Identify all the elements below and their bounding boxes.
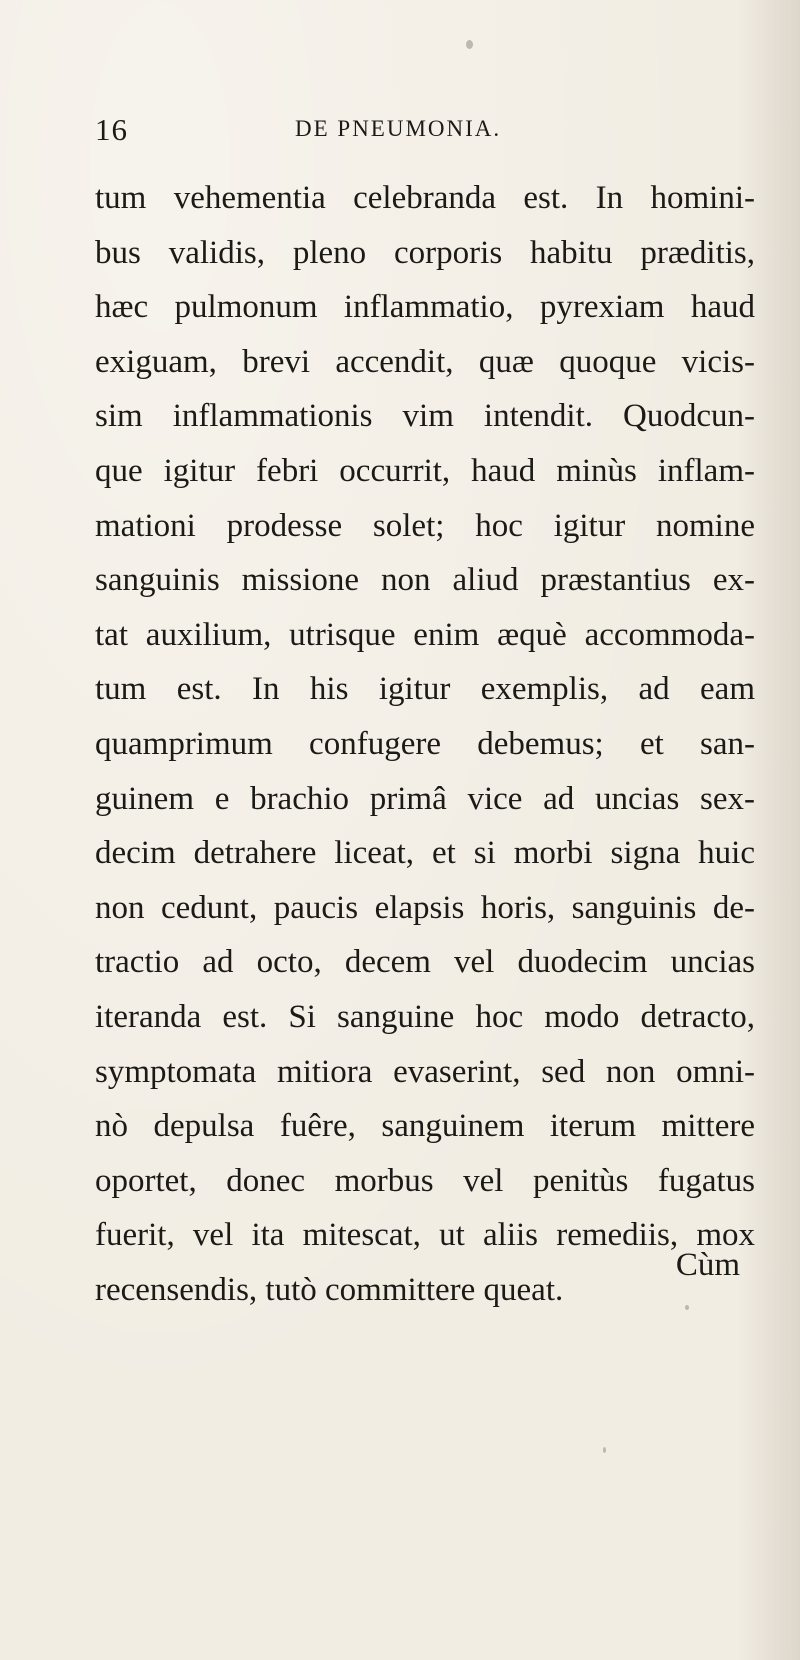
text-line: quamprimum confugere debemus; et san- [95,725,755,762]
text-line: symptomata mitiora evaserint, sed non omni- [95,1053,755,1090]
text-line: que igitur febri occurrit, haud minùs inflam- [95,452,755,489]
text-line: recensendis, tutò committere queat. [95,1271,564,1308]
text-line: exiguam, brevi accendit, quæ quoque vicis- [95,343,755,380]
body-text [95,171,755,1317]
paper-speck [466,40,473,49]
paper-speck [603,1447,606,1453]
text-line: tum vehementia celebranda est. In homini- [95,180,755,216]
page-number: 16 [95,112,128,147]
text-line: bus validis, pleno corporis habitu præditis, [95,234,755,271]
text-line: tractio ad octo, decem vel duodecim uncias [95,944,755,981]
text-line: sim inflammationis vim intendit. Quodcun- [95,398,755,435]
text-line: fuerit, vel ita mitescat, ut aliis remediis, mox [95,1217,755,1254]
text-line: sanguinis missione non aliud præstantius ex- [95,562,755,599]
paper-speck [685,1305,689,1310]
text-line: nò depulsa fuêre, sanguinem iterum mittere [95,1108,755,1145]
text-line: tat auxilium, utrisque enim æquè accommoda- [95,616,755,653]
text-line: decim detrahere liceat, et si morbi signa huic [95,835,755,872]
text-line: iteranda est. Si sanguine hoc modo detracto, [95,998,755,1035]
text-line: mationi prodesse solet; hoc igitur nomine [95,507,755,544]
text-line: non cedunt, paucis elapsis horis, sanguinis de- [95,889,755,926]
catchword: Cùm [675,1247,740,1283]
running-head [95,112,755,152]
text-line: guinem e brachio primâ vice ad uncias sex- [95,780,755,817]
text-line: oportet, donec morbus vel penitùs fugatus [95,1162,755,1199]
text-line: tum est. In his igitur exemplis, ad eam [95,671,755,708]
text-line: hæc pulmonum inflammatio, pyrexiam haud [95,289,755,326]
running-title: DE PNEUMONIA. [295,116,502,141]
